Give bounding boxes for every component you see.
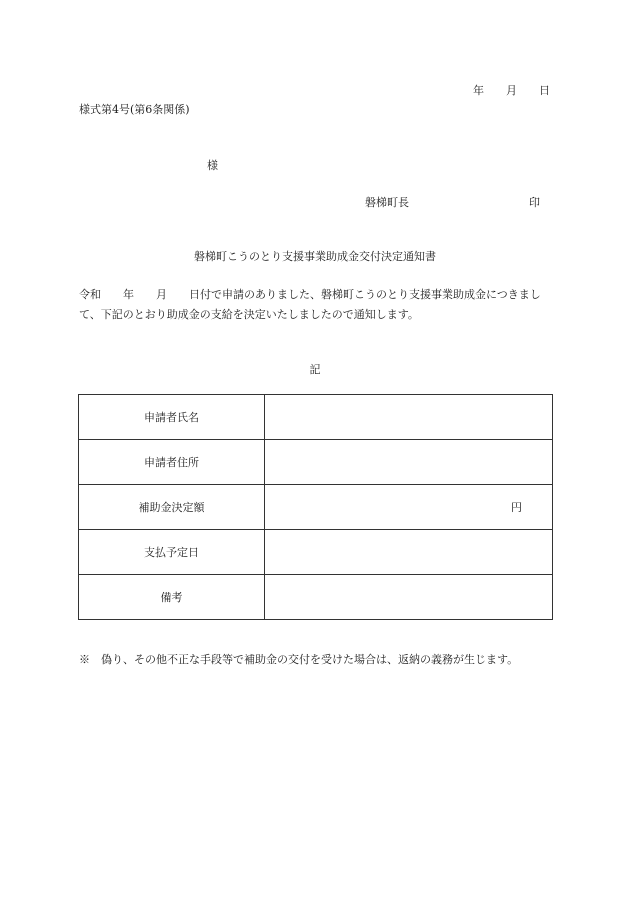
row-value (265, 395, 553, 440)
recipient-suffix: 様 (207, 159, 218, 172)
date-day: 日 (539, 84, 550, 97)
ki-heading: 記 (309, 363, 321, 376)
detail-table (78, 394, 553, 620)
date-line (451, 82, 550, 98)
document-body: 令和 年 月 日付で申請のありました、磐梯町こうのとり支援事業助成金につきまして、下記のとおり助成金の支給を決定いたしましたので通知します。 (79, 288, 541, 321)
row-label: 支払予定日 (79, 530, 265, 575)
issuer-title: 磐梯町長 (365, 196, 409, 209)
table-row (79, 440, 553, 485)
document-title: 磐梯町こうのとり支援事業助成金交付決定通知書 (194, 250, 436, 263)
form-number: 様式第4号(第6条関係) (79, 103, 190, 116)
row-label: 補助金決定額 (79, 485, 265, 530)
row-label: 申請者住所 (79, 440, 265, 485)
date-year: 年 (473, 84, 484, 97)
table-row (79, 575, 553, 620)
seal-mark: 印 (529, 196, 540, 209)
row-label: 備考 (79, 575, 265, 620)
row-value (265, 575, 553, 620)
table-row (79, 395, 553, 440)
row-value: 円 (265, 485, 553, 530)
row-label: 申請者氏名 (79, 395, 265, 440)
table-row (79, 530, 553, 575)
footer-note: ※ 偽り、その他不正な手段等で補助金の交付を受けた場合は、返納の義務が生じます。 (79, 653, 519, 666)
row-value (265, 440, 553, 485)
date-month: 月 (506, 84, 517, 97)
row-value (265, 530, 553, 575)
table-row (79, 485, 553, 530)
